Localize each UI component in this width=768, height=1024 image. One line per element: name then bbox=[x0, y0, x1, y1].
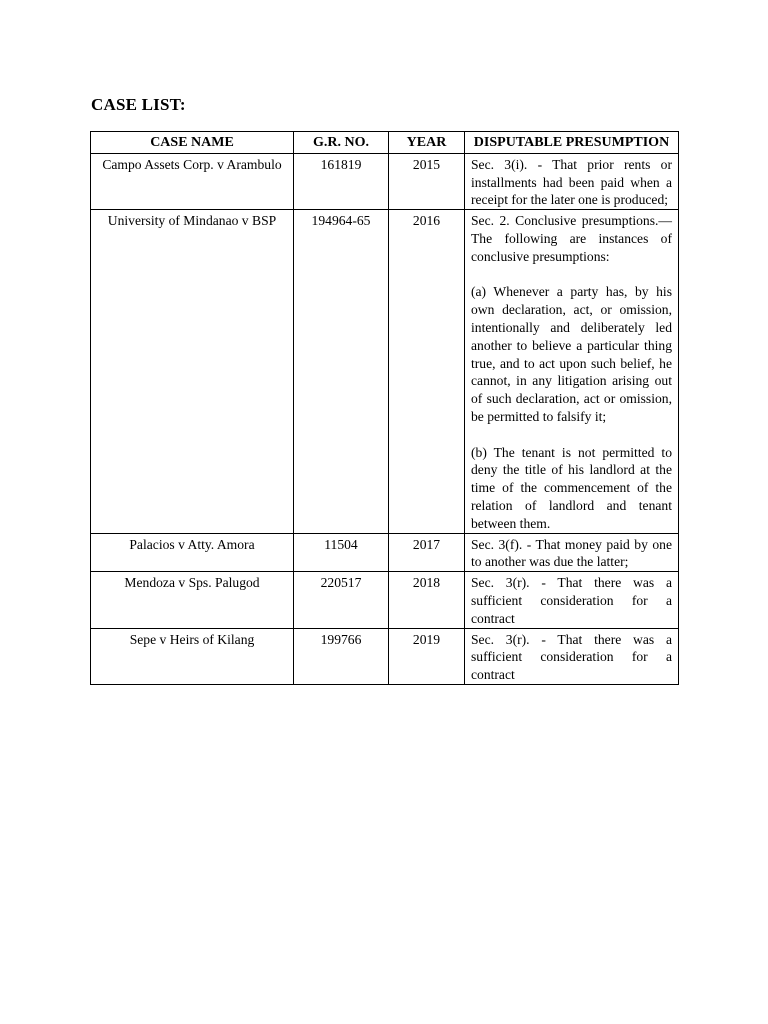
year-cell: 2016 bbox=[389, 210, 465, 533]
table-header-row bbox=[91, 132, 679, 154]
header-gr-no: G.R. NO. bbox=[294, 132, 389, 154]
page-title: CASE LIST: bbox=[91, 95, 186, 114]
header-year: YEAR bbox=[389, 132, 465, 154]
table-row bbox=[91, 153, 679, 209]
presumption-text: Sec. 2. Conclusive presumptions.— The following are instances of conclusive presumptions: bbox=[471, 213, 672, 264]
case-name-cell: Sepe v Heirs of Kilang bbox=[91, 628, 294, 684]
header-presumption: DISPUTABLE PRESUMPTION bbox=[465, 132, 679, 154]
gr-no-cell: 199766 bbox=[294, 628, 389, 684]
presumption-text: (a) Whenever a party has, by his own declaration, act, or omission, intentionally and deliberately led another to believe a particular thing true, and to act upon such belief, he cannot, in any litigation arising out of such declaration, act or omission, be permitted to falsify it; bbox=[471, 284, 672, 424]
gr-no-cell: 220517 bbox=[294, 572, 389, 628]
presumption-text: (b) The tenant is not permitted to deny the title of his landlord at the time of the commencement of the relation of landlord and tenant between them. bbox=[471, 444, 672, 531]
presumption-cell bbox=[465, 210, 679, 533]
case-name-cell: Mendoza v Sps. Palugod bbox=[91, 572, 294, 628]
table-row bbox=[91, 210, 679, 533]
case-name-cell: Campo Assets Corp. v Arambulo bbox=[91, 153, 294, 209]
presumption-cell bbox=[465, 572, 679, 628]
presumption-text: Sec. 3(r). - That there was a sufficient consideration for a contract bbox=[471, 575, 672, 626]
table-row bbox=[91, 533, 679, 572]
case-name-cell: Palacios v Atty. Amora bbox=[91, 533, 294, 572]
gr-no-cell: 11504 bbox=[294, 533, 389, 572]
gr-no-cell: 161819 bbox=[294, 153, 389, 209]
header-case-name: CASE NAME bbox=[91, 132, 294, 154]
presumption-cell bbox=[465, 533, 679, 572]
table-row bbox=[91, 572, 679, 628]
presumption-text: Sec. 3(i). - That prior rents or installments had been paid when a receipt for the later one is produced; bbox=[471, 156, 672, 208]
case-name-cell: University of Mindanao v BSP bbox=[91, 210, 294, 533]
presumption-cell bbox=[465, 153, 679, 209]
year-cell: 2017 bbox=[389, 533, 465, 572]
presumption-text: Sec. 3(f). - That money paid by one to another was due the latter; bbox=[471, 536, 672, 570]
gr-no-cell: 194964-65 bbox=[294, 210, 389, 533]
table-row bbox=[91, 628, 679, 684]
year-cell: 2015 bbox=[389, 153, 465, 209]
year-cell: 2018 bbox=[389, 572, 465, 628]
case-list-table bbox=[90, 131, 679, 685]
year-cell: 2019 bbox=[389, 628, 465, 684]
presumption-text: Sec. 3(r). - That there was a sufficient consideration for a contract bbox=[471, 631, 672, 683]
presumption-cell bbox=[465, 628, 679, 684]
